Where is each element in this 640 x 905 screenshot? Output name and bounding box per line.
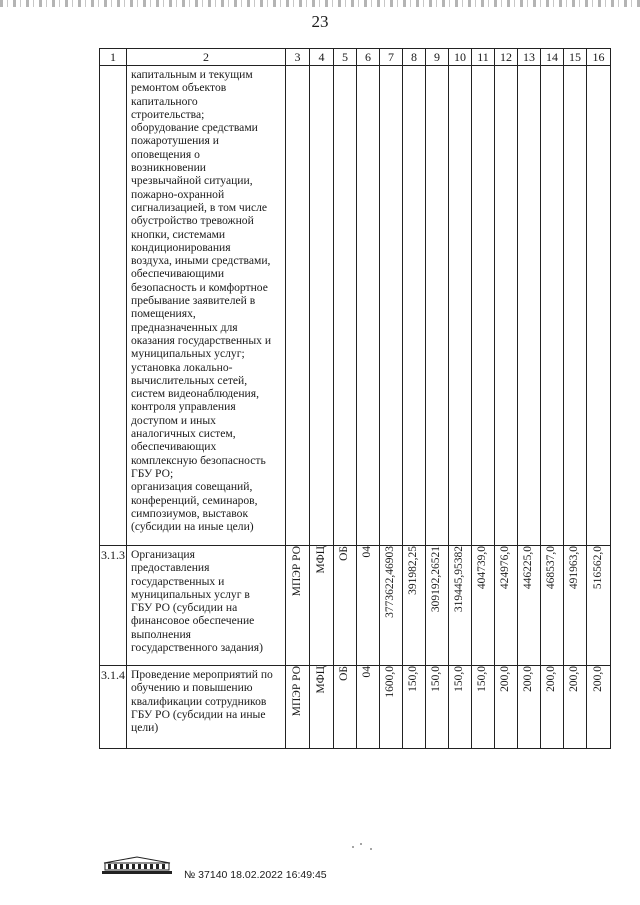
table-cell	[426, 546, 449, 666]
year-amount: 491963,0	[568, 546, 581, 590]
year-amount: 404739,0	[476, 546, 489, 590]
year-amount: 150,0	[407, 666, 420, 692]
year-amount: 424976,0	[499, 546, 512, 590]
table-cell	[426, 66, 449, 546]
col-header: 9	[426, 49, 449, 66]
continuation-text: капитальным и текущим ремонтом объектов капитального строительства; оборудование средствами пожаротушения и оповещения о возникновении чрезвычайной ситуации, пожарно-охранной сигнализацией, в том числе обустройство тревожной кнопки, системами кондиционирования воздуха, иными средствами, обеспечивающими безопасность и комфортное пребывание заявителей в помещениях, предназначенных для оказания государственных и муниципальных услуг; установка локально- вычислительных сетей, систем видеонаблюдения, контроля управления доступом и иных аналогичных систем, обеспечивающих комплексную безопасность ГБУ РО; организация совещаний, конференций, семинаров, симпозиумов, выставок (субсидии на иные цели)	[127, 66, 286, 546]
table-cell	[564, 546, 587, 666]
year-amount: 319445,95382	[453, 546, 466, 613]
table-cell	[541, 546, 564, 666]
total-amount: 3773622,46903	[384, 546, 397, 618]
table-cell	[380, 666, 403, 749]
col-header: 3	[286, 49, 310, 66]
registry-logo-icon	[100, 856, 174, 876]
table-cell	[334, 666, 357, 749]
year-amount: 200,0	[568, 666, 581, 692]
year-amount: 150,0	[430, 666, 443, 692]
row-number: 3.1.4	[100, 666, 127, 749]
table-cell	[495, 546, 518, 666]
col-header: 16	[587, 49, 611, 66]
table-cell	[403, 666, 426, 749]
table-cell	[380, 546, 403, 666]
total-amount: 1600,0	[384, 666, 397, 698]
year-amount: 309192,26521	[430, 546, 443, 613]
col-header: 10	[449, 49, 472, 66]
table-cell	[541, 666, 564, 749]
col-header: 13	[518, 49, 541, 66]
responsible-executor: МПЭР РО	[290, 546, 303, 597]
table-cell	[426, 666, 449, 749]
section-code: 04	[361, 666, 374, 678]
table-cell	[286, 546, 310, 666]
participant: МФЦ	[314, 546, 327, 574]
col-header: 7	[380, 49, 403, 66]
table-cell	[286, 66, 310, 546]
table-cell	[100, 66, 127, 546]
table-cell	[449, 546, 472, 666]
year-amount: 150,0	[453, 666, 466, 692]
year-amount: 200,0	[522, 666, 535, 692]
year-amount: 391982,25	[407, 546, 420, 595]
col-header: 4	[310, 49, 334, 66]
responsible-executor: МПЭР РО	[290, 666, 303, 717]
table-cell	[472, 666, 495, 749]
continuation-row	[100, 66, 611, 546]
row-number: 3.1.3	[100, 546, 127, 666]
table-cell	[357, 66, 380, 546]
col-header: 8	[403, 49, 426, 66]
scan-speck	[360, 843, 362, 845]
year-amount: 200,0	[545, 666, 558, 692]
table-cell	[310, 66, 334, 546]
year-amount: 516562,0	[591, 546, 604, 590]
col-header: 15	[564, 49, 587, 66]
table-row	[100, 666, 611, 749]
table-cell	[518, 666, 541, 749]
table-cell	[286, 666, 310, 749]
funding-source: ОБ	[338, 666, 351, 681]
table-cell	[472, 66, 495, 546]
table-cell	[518, 66, 541, 546]
table-cell	[495, 666, 518, 749]
col-header: 6	[357, 49, 380, 66]
table-cell	[380, 66, 403, 546]
year-amount: 200,0	[499, 666, 512, 692]
table-cell	[587, 666, 611, 749]
table-cell	[357, 546, 380, 666]
table-cell	[518, 546, 541, 666]
table-cell	[449, 666, 472, 749]
header-row	[100, 49, 611, 66]
table-cell	[495, 66, 518, 546]
table-cell	[310, 546, 334, 666]
table-cell	[357, 666, 380, 749]
table-row	[100, 546, 611, 666]
funding-source: ОБ	[338, 546, 351, 561]
scan-speck	[352, 846, 354, 848]
budget-table	[99, 48, 611, 749]
page-number: 23	[311, 12, 329, 31]
col-header: 1	[100, 49, 127, 66]
table-cell	[564, 666, 587, 749]
participant: МФЦ	[314, 666, 327, 694]
table-cell	[334, 66, 357, 546]
row-title: Организация предоставления государственных и муниципальных услуг в ГБУ РО (субсидии на финансовое обеспечение выполнения государственного задания)	[127, 546, 286, 666]
table-cell	[564, 66, 587, 546]
scan-speck	[370, 848, 372, 850]
table-cell	[310, 666, 334, 749]
row-title: Проведение мероприятий по обучению и повышению квалификации сотрудников ГБУ РО (субсидии на иные цели)	[127, 666, 286, 749]
table-cell	[334, 546, 357, 666]
section-code: 04	[361, 546, 374, 558]
year-amount: 446225,0	[522, 546, 535, 590]
col-header: 2	[127, 49, 286, 66]
year-amount: 150,0	[476, 666, 489, 692]
table-cell	[587, 546, 611, 666]
table-cell	[449, 66, 472, 546]
col-header: 5	[334, 49, 357, 66]
table-cell	[472, 546, 495, 666]
col-header: 14	[541, 49, 564, 66]
year-amount: 200,0	[591, 666, 604, 692]
document-footer	[100, 852, 327, 882]
table-cell	[541, 66, 564, 546]
registration-stamp: № 37140 18.02.2022 16:49:45	[184, 869, 327, 881]
table-cell	[587, 66, 611, 546]
col-header: 11	[472, 49, 495, 66]
table-cell	[403, 66, 426, 546]
year-amount: 468537,0	[545, 546, 558, 590]
scan-edge	[0, 0, 640, 7]
col-header: 12	[495, 49, 518, 66]
table-cell	[403, 546, 426, 666]
